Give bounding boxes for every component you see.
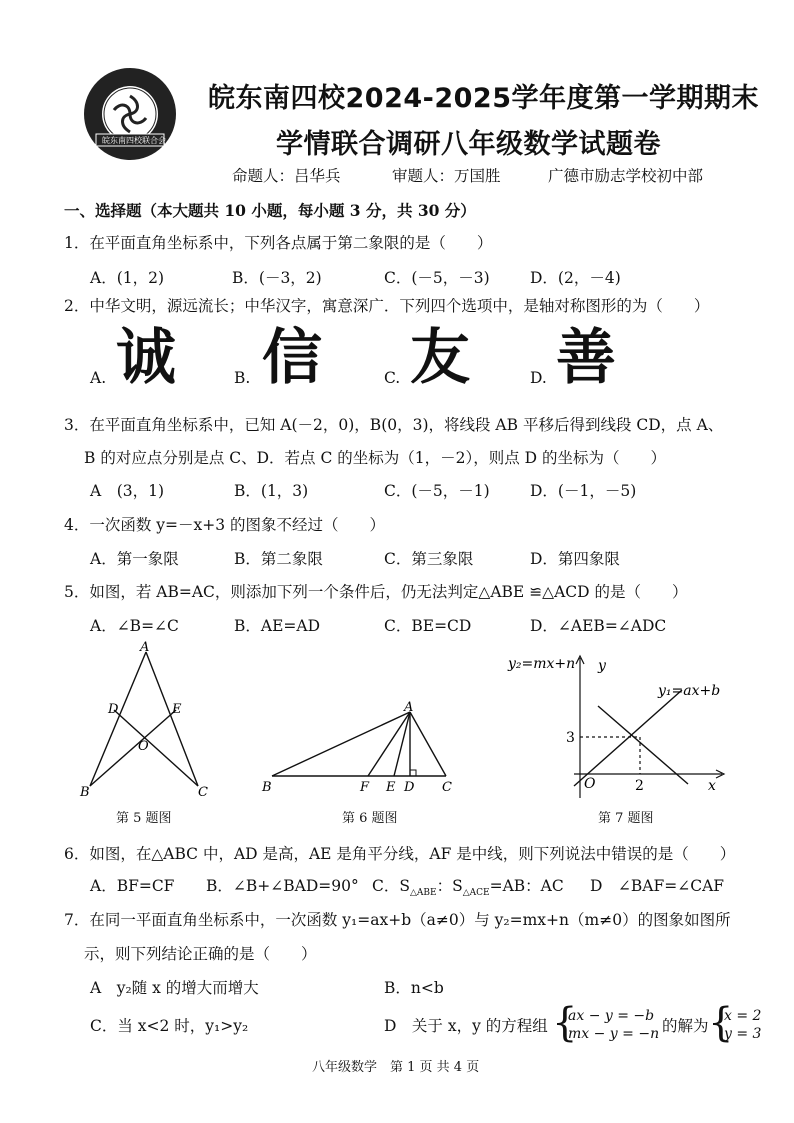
q2-option-b-char: 信: [262, 323, 322, 393]
q4-option-b: B．第二象限: [234, 550, 323, 568]
fig7-label-y: y: [598, 658, 606, 674]
q1-stem: 1．在平面直角坐标系中，下列各点属于第二象限的是（ ）: [64, 234, 493, 252]
page-footer: 八年级数学 第 1 页 共 4 页: [312, 1060, 480, 1075]
q2-option-b-label: B.: [234, 369, 251, 387]
figure-7: [500, 648, 740, 803]
fig6-label-d: D: [404, 780, 415, 795]
q7-option-c: C．当 x<2 时，y₁>y₂: [90, 1017, 249, 1035]
q2-option-a-char: 诚: [116, 323, 176, 393]
q7-solution-brace: {: [708, 1000, 734, 1046]
q7-d-prefix: D 关于 x，y 的方程组: [384, 1017, 548, 1035]
fig6-label-e: E: [386, 780, 396, 795]
q6-option-c: [372, 876, 564, 903]
q3-option-a: A (3，1): [90, 482, 165, 500]
q3-line2: B 的对应点分别是点 C、D．若点 C 的坐标为（1，－2），则点 D 的坐标为（ ）: [84, 449, 667, 467]
fig5-label-o: O: [138, 739, 149, 754]
fig6-caption: 第 6 题图: [342, 811, 398, 826]
fig6-label-a: A: [404, 700, 414, 715]
q4-option-d: D．第四象限: [530, 550, 620, 568]
q7-solution-eq2: y = 3: [724, 1026, 762, 1042]
q5-option-d: D．∠AEB=∠ADC: [530, 617, 667, 635]
fig5-label-e: E: [172, 702, 182, 717]
logo-banner: 皖东南四校联合会: [102, 136, 166, 145]
fig5-label-d: D: [108, 702, 119, 717]
q7-option-a: A y₂随 x 的增大而增大: [90, 979, 259, 997]
q3-option-b: B．(1，3): [234, 482, 309, 500]
q5-stem: 5．如图，若 AB=AC，则添加下列一个条件后，仍无法判定△ABE ≌△ACD 的是（ ）: [64, 583, 688, 601]
q6-c-pre: C．S: [372, 877, 410, 895]
q6-c-post: =AB：AC: [489, 877, 564, 895]
q7-solution-eq1: x = 2: [724, 1008, 762, 1024]
fig5-label-b: B: [80, 785, 90, 800]
fig7-label-o: O: [584, 776, 596, 792]
figure-5: [70, 640, 220, 805]
q3-option-d: D．(－1，－5): [530, 482, 637, 500]
fig7-label-3: 3: [566, 730, 575, 746]
q2-option-c-label: C.: [384, 369, 401, 387]
q4-option-c: C．第三象限: [384, 550, 474, 568]
q2-option-c-char: 友: [410, 323, 470, 393]
fig7-label-2: 2: [635, 778, 644, 794]
exam-title-line1: 皖东南四校2024-2025学年度第一学期期末: [208, 83, 759, 114]
fig6-label-f: F: [360, 780, 370, 795]
fig5-label-c: C: [198, 785, 208, 800]
q2-option-d-label: D.: [530, 369, 547, 387]
fig7-label-x: x: [708, 778, 716, 794]
q2-option-a-label: A.: [90, 369, 107, 387]
q7-line2: 示，则下列结论正确的是（ ）: [84, 945, 317, 963]
exam-title-line2: 学情联合调研八年级数学试题卷: [276, 129, 661, 160]
fig7-label-y2: y₂=mx+n: [508, 656, 576, 672]
fig7-caption: 第 7 题图: [598, 811, 654, 826]
q2-stem: 2．中华文明，源远流长；中华汉字，寓意深广．下列四个选项中，是轴对称图形的为（ ）: [64, 297, 710, 315]
figure-6: [258, 698, 468, 798]
q7-line1: 7．在同一平面直角坐标系中，一次函数 y₁=ax+b（a≠0）与 y₂=mx+n（m≠0）的图象如图所: [64, 911, 731, 929]
author-label: 命题人：吕华兵: [232, 167, 341, 185]
q5-option-c: C．BE=CD: [384, 617, 472, 635]
fig5-caption: 第 5 题图: [116, 811, 172, 826]
q6-c-mid: ：S: [436, 877, 463, 895]
q7-option-b: B．n<b: [384, 979, 444, 997]
q3-line1: 3．在平面直角坐标系中，已知 A(－2，0)，B(0，3)，将线段 AB 平移后得到线段 CD，点 A、: [64, 416, 724, 434]
fig6-label-b: B: [262, 780, 272, 795]
school-label: 广德市励志学校初中部: [548, 167, 704, 185]
reviewer-label: 审题人：万国胜: [392, 167, 501, 185]
q6-stem: 6．如图，在△ABC 中，AD 是高，AE 是角平分线，AF 是中线，则下列说法中错误的是（ ）: [64, 845, 736, 863]
q1-option-a: A．(1，2): [90, 269, 165, 287]
q6-option-d: D ∠BAF=∠CAF: [590, 877, 725, 895]
q7-d-middle: 的解为: [662, 1017, 709, 1035]
q7-system-brace: {: [552, 1000, 578, 1046]
q4-option-a: A．第一象限: [90, 550, 179, 568]
q1-option-b: B．(－3，2): [232, 269, 322, 287]
q6-option-b: B．∠B+∠BAD=90°: [206, 877, 359, 895]
q4-stem: 4．一次函数 y=－x+3 的图象不经过（ ）: [64, 516, 386, 534]
fig7-label-y1: y₁=ax+b: [658, 683, 721, 699]
fig5-label-a: A: [140, 640, 150, 655]
q7-system-eq1: ax − y = −b: [568, 1008, 655, 1024]
q3-option-c: C．(－5，－1): [384, 482, 490, 500]
q1-option-c: C．(－5，－3): [384, 269, 490, 287]
q7-system-eq2: mx − y = −n: [568, 1026, 660, 1042]
section-heading: 一、选择题（本大题共 10 小题，每小题 3 分，共 30 分）: [64, 201, 476, 220]
school-logo: [82, 66, 178, 162]
q5-option-b: B．AE=AD: [234, 617, 321, 635]
q6-c-sub2: △ACE: [462, 888, 490, 899]
q1-option-d: D．(2，－4): [530, 269, 621, 287]
fig6-label-c: C: [442, 780, 452, 795]
q6-option-a: A．BF=CF: [90, 877, 175, 895]
q2-option-d-char: 善: [556, 323, 616, 393]
q5-option-a: A．∠B=∠C: [90, 617, 179, 635]
q6-c-sub1: △ABE: [409, 888, 437, 899]
